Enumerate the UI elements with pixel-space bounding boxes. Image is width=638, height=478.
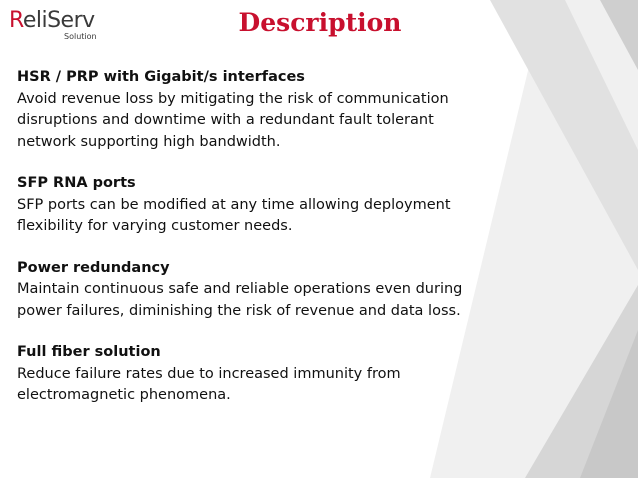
logo-tagline: Solution [64,32,97,41]
section-text: Avoid revenue loss by mitigating the risk of communication disruptions and downtime with a redundant fault tolerant network supporting high bandwidth. [17,90,449,150]
description-content [17,67,497,427]
section-text: Maintain continuous safe and reliable operations even during power failures, diminishing the risk of revenue and data loss. [17,281,463,319]
section-title: Power redundancy [17,259,170,276]
logo-wordmark [9,8,95,34]
section-title: Full fiber solution [17,344,161,360]
section-title: SFP RNA ports [17,175,136,191]
logo-initial: R [9,8,23,33]
section-hsr-prp [17,67,497,153]
section-power-redundancy [17,258,497,323]
slide-title: Description [238,8,402,37]
section-text: SFP ports can be modified at any time allowing deployment flexibility for varying customer needs. [17,196,451,234]
logo-wordmark-rest: eliServ [22,8,95,33]
section-title: HSR / PRP with Gigabit/s interfaces [17,69,305,85]
section-text: Reduce failure rates due to increased immunity from electromagnetic phenomena. [17,365,401,403]
section-full-fiber [17,342,497,407]
section-sfp-rna [17,173,497,238]
company-logo [9,8,119,44]
